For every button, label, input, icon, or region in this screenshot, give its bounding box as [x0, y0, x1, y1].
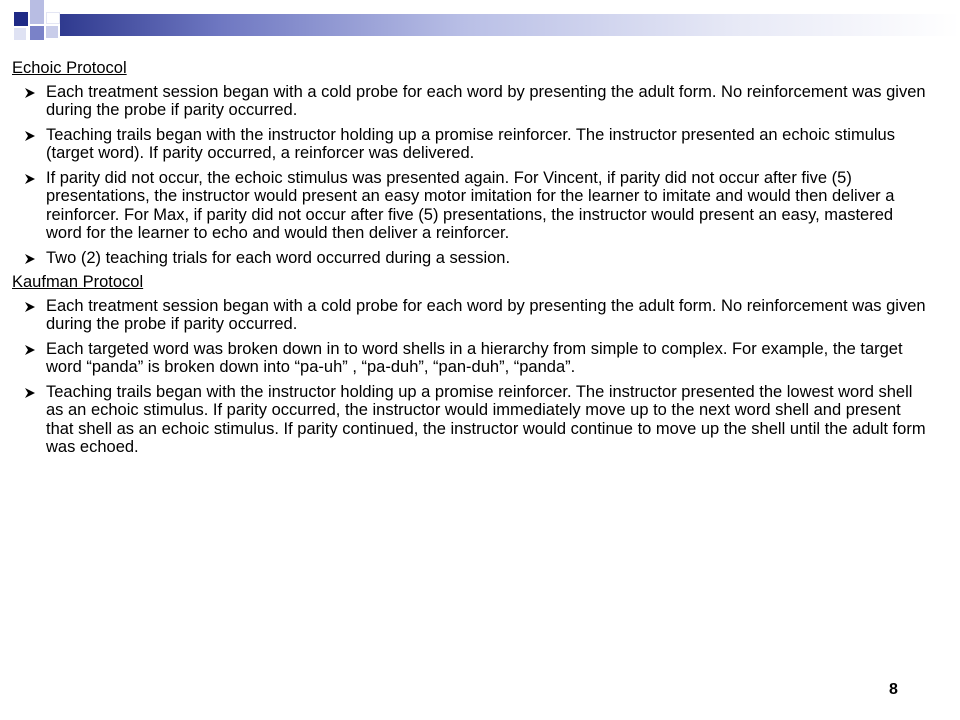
- header-square-icon: [30, 0, 44, 24]
- header-square-icon: [14, 28, 26, 40]
- section-echoic: [12, 59, 932, 267]
- list-item: [12, 126, 932, 163]
- arrowhead-bullet-icon: [24, 87, 36, 99]
- list-item: [12, 297, 932, 334]
- arrowhead-bullet-icon: [24, 344, 36, 356]
- arrowhead-bullet-icon: [24, 173, 36, 185]
- section-heading: Echoic Protocol: [12, 59, 127, 77]
- header-gradient-bar: [60, 14, 960, 36]
- list-item-text: Teaching trails began with the instructor holding up a promise reinforcer. The instructor presented the lowest word shell as an echoic stimulus. If parity occurred, the instructor would immediately move up to the next word shell and present that shell as an echoic stimulus. If parity continued, the instructor would continue to move up the shell until the adult form was echoed.: [46, 382, 926, 456]
- list-item-text: If parity did not occur, the echoic stimulus was presented again. For Vincent, if parity did not occur after five (5) presentations, the instructor would present an easy motor imitation for the learner to imitate and would then deliver a reinforcer. For Max, if parity did not occur after five (5) presentations, the instructor would present an easy, mastered word for the learner to echo and would then deliver a reinforcer.: [46, 168, 895, 242]
- list-item-text: Two (2) teaching trials for each word occurred during a session.: [46, 248, 511, 267]
- header-square-icon: [30, 26, 44, 40]
- list-item: [12, 83, 932, 120]
- list-item-text: Each treatment session began with a cold probe for each word by presenting the adult form. No reinforcement was given during the probe if parity occurred.: [46, 82, 926, 119]
- list-item: [12, 340, 932, 377]
- list-item: [12, 383, 932, 457]
- slide-content: [12, 59, 932, 463]
- section-kaufman: [12, 273, 932, 457]
- list-item: [12, 169, 932, 243]
- arrowhead-bullet-icon: [24, 387, 36, 399]
- section-heading: Kaufman Protocol: [12, 273, 144, 291]
- list-item-text: Each targeted word was broken down in to word shells in a hierarchy from simple to complex. For example, the target word “panda” is broken down into “pa-uh” , “pa-duh”, “pan-duh”, “panda”.: [46, 339, 903, 376]
- header-square-icon: [46, 12, 60, 24]
- header-square-icon: [14, 12, 28, 26]
- arrowhead-bullet-icon: [24, 301, 36, 313]
- page-number: 8: [889, 681, 898, 698]
- list-item: [12, 249, 932, 268]
- list-item-text: Teaching trails began with the instructor holding up a promise reinforcer. The instructor presented an echoic stimulus (target word). If parity occurred, a reinforcer was delivered.: [46, 125, 895, 162]
- arrowhead-bullet-icon: [24, 130, 36, 142]
- list-item-text: Each treatment session began with a cold probe for each word by presenting the adult form. No reinforcement was given during the probe if parity occurred.: [46, 296, 926, 333]
- arrowhead-bullet-icon: [24, 253, 36, 265]
- header-square-icon: [46, 26, 58, 38]
